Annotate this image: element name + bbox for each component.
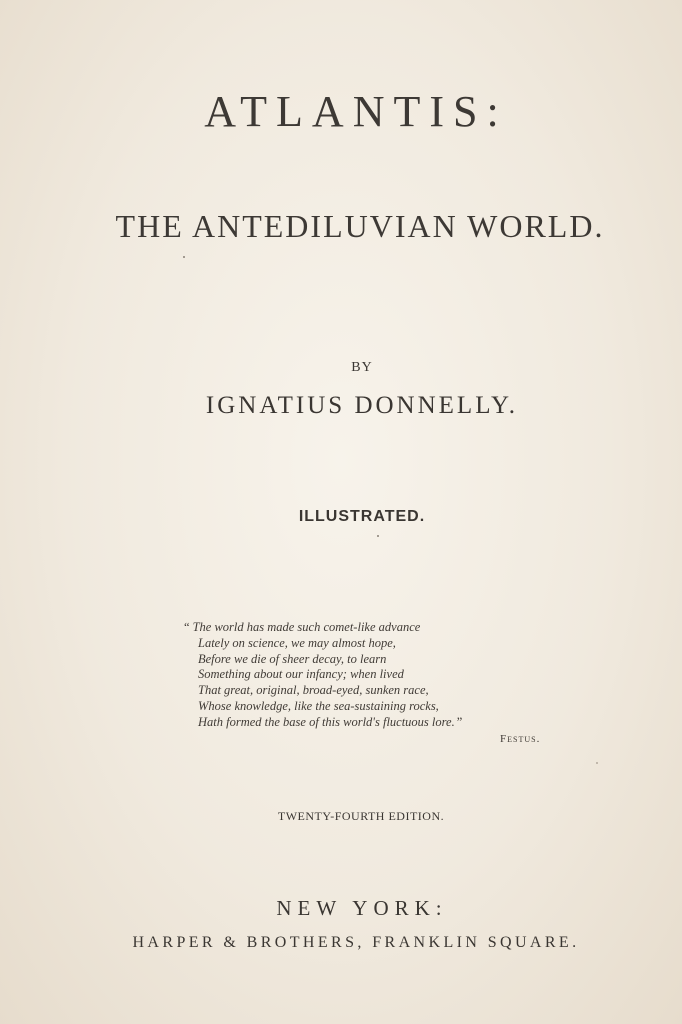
- epigraph: [184, 620, 554, 731]
- epigraph-line: That great, original, broad-eyed, sunken race,: [198, 683, 429, 698]
- epigraph-attribution: Festus.: [500, 733, 541, 745]
- book-title: ATLANTIS:: [204, 87, 508, 136]
- epigraph-line: Hath formed the base of this world's fluctuous lore. ”: [198, 714, 463, 729]
- paper-speck: [377, 535, 379, 537]
- epigraph-open-quote: “: [184, 620, 190, 634]
- byline-label: BY: [351, 360, 373, 375]
- epigraph-close-quote: ”: [456, 714, 463, 729]
- epigraph-line: Whose knowledge, like the sea-sustaining rocks,: [198, 698, 439, 713]
- book-subtitle: THE ANTEDILUVIAN WORLD.: [115, 208, 605, 244]
- paper-speck: [596, 762, 598, 764]
- publisher-city: NEW YORK:: [276, 896, 448, 920]
- paper-speck: [183, 256, 185, 258]
- epigraph-line: “ The world has made such comet-like advance: [184, 620, 421, 634]
- epigraph-line: Before we die of sheer decay, to learn: [198, 651, 387, 666]
- publisher-name: HARPER & BROTHERS, FRANKLIN SQUARE.: [132, 934, 580, 951]
- epigraph-line: Lately on science, we may almost hope,: [198, 635, 396, 650]
- edition-label: TWENTY-FOURTH EDITION.: [277, 809, 445, 823]
- illustrated-label: ILLUSTRATED.: [298, 508, 426, 525]
- author-name: IGNATIUS DONNELLY.: [205, 392, 519, 419]
- epigraph-line: Something about our infancy; when lived: [198, 667, 404, 682]
